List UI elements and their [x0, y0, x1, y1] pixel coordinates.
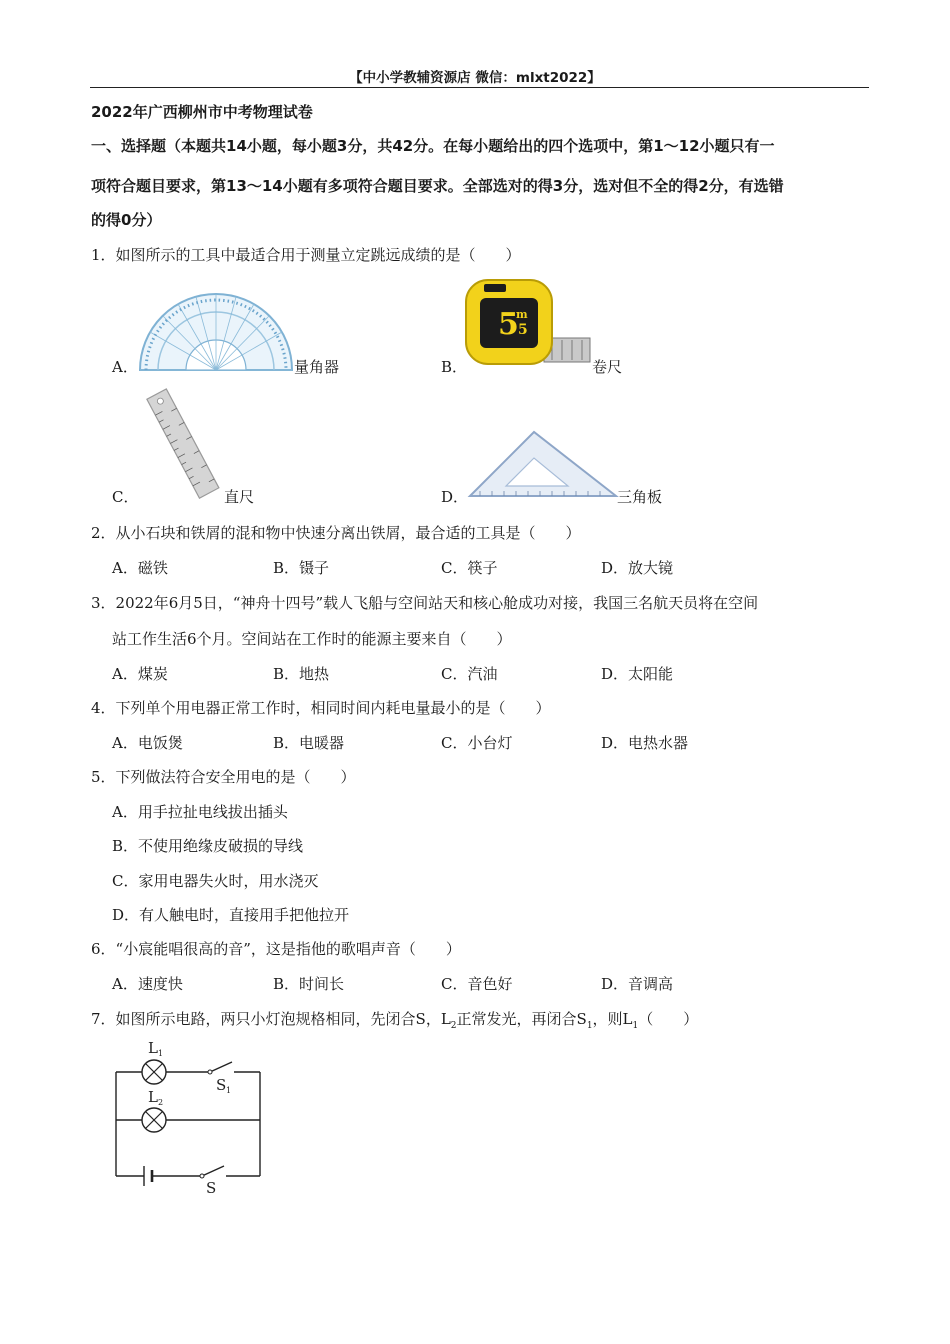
circuit-diagram [108, 1034, 278, 1198]
q6-option-b: B．时间长 [273, 975, 345, 993]
q3-option-a: A．煤炭 [112, 665, 168, 683]
q1-option-b-label: 卷尺 [592, 358, 623, 376]
label-s1: S [216, 1076, 227, 1094]
q7-stem-part-b: 正常发光，再闭合S [456, 1010, 587, 1028]
q7-sub-2: 2 [450, 1021, 457, 1031]
q6-option-a: A．速度快 [112, 975, 183, 993]
lamp-l2-icon [142, 1108, 166, 1132]
q1-option-b-letter: B． [441, 358, 468, 376]
q5-option-c: C．家用电器失火时，用水浇灭 [112, 872, 319, 890]
q6-option-c: C．音色好 [441, 975, 513, 993]
q7-stem-part-a: 7．如图所示电路，两只小灯泡规格相同，先闭合S，L [91, 1010, 451, 1028]
q1-option-c-letter: C． [112, 488, 139, 506]
q3-option-c: C．汽油 [441, 665, 498, 683]
question-1-stem: 1．如图所示的工具中最适合用于测量立定跳远成绩的是（ ） [91, 246, 521, 264]
q7-stem-part-c: ，则L [592, 1010, 633, 1028]
switch-s1-contact-icon [208, 1070, 212, 1074]
switch-s-contact-icon [200, 1174, 204, 1178]
question-7-stem [91, 1008, 698, 1031]
protractor-image [136, 284, 296, 374]
q1-option-a-letter: A． [112, 358, 138, 376]
section-instructions-line2: 项符合题目要求，第13～14小题有多项符合题目要求。全部选对的得3分，选对但不全的得2分，有选错 [91, 177, 784, 195]
question-3-stem-line2: 站工作生活6个月。空间站在工作时的能源主要来自（ ） [112, 630, 512, 648]
q4-option-a: A．电饭煲 [112, 734, 183, 752]
question-3-stem-line1: 3．2022年6月5日，“神舟十四号”载人飞船与空间站天和核心舱成功对接，我国三名航天员将在空间 [91, 594, 759, 612]
q5-option-d: D．有人触电时，直接用手把他拉开 [112, 906, 350, 924]
question-5-stem: 5．下列做法符合安全用电的是（ ） [91, 768, 356, 786]
label-l2-sub: 2 [158, 1098, 164, 1107]
q4-option-b: B．电暖器 [273, 734, 345, 752]
tape-brand-unit: m [516, 308, 528, 321]
q7-stem-part-d: （ ） [638, 1010, 699, 1028]
label-s1-sub: 1 [226, 1086, 232, 1095]
q2-option-d: D．放大镜 [601, 559, 674, 577]
tape-brand-decimal: 5 [518, 322, 528, 338]
q6-option-d: D．音调高 [601, 975, 674, 993]
ruler-image [134, 386, 230, 502]
q1-option-a-label: 量角器 [294, 358, 340, 376]
battery-icon [144, 1166, 152, 1186]
question-4-stem: 4．下列单个用电器正常工作时，相同时间内耗电量最小的是（ ） [91, 699, 551, 717]
lamp-l1-icon [142, 1060, 166, 1084]
label-l1: L [148, 1039, 158, 1057]
question-2-stem: 2．从小石块和铁屑的混和物中快速分离出铁屑，最合适的工具是（ ） [91, 524, 581, 542]
label-l1-sub: 1 [158, 1049, 164, 1058]
section-instructions-line1: 一、选择题（本题共14小题，每小题3分，共42分。在每小题给出的四个选项中，第1～12小题只有一 [91, 137, 775, 155]
set-square-image [466, 428, 620, 500]
q2-option-b: B．镊子 [273, 559, 330, 577]
q2-option-c: C．筷子 [441, 559, 498, 577]
q5-option-a: A．用手拉扯电线拔出插头 [112, 803, 288, 821]
tape-measure-image [464, 276, 594, 372]
q4-option-d: D．电热水器 [601, 734, 689, 752]
q4-option-c: C．小台灯 [441, 734, 513, 752]
q7-sub-1a: 1 [586, 1021, 593, 1031]
page-header: 【中小学教辅资源店 微信：mlxt2022】 [349, 70, 601, 86]
question-6-stem: 6．“小宸能唱很高的音”，这是指他的歌唱声音（ ） [91, 940, 461, 958]
exam-title: 2022年广西柳州市中考物理试卷 [91, 103, 313, 121]
q3-option-b: B．地热 [273, 665, 330, 683]
tape-brand-number: 5 [498, 307, 519, 342]
q3-option-d: D．太阳能 [601, 665, 674, 683]
label-l2: L [148, 1088, 158, 1106]
label-s: S [206, 1179, 217, 1197]
q2-option-a: A．磁铁 [112, 559, 168, 577]
section-instructions-line3: 的得0分） [91, 211, 162, 229]
q7-sub-1b: 1 [632, 1021, 639, 1031]
header-rule [90, 87, 869, 88]
q5-option-b: B．不使用绝缘皮破损的导线 [112, 837, 304, 855]
q1-option-c-label: 直尺 [224, 488, 255, 506]
q1-option-d-label: 三角板 [617, 488, 663, 506]
q1-option-d-letter: D． [441, 488, 469, 506]
